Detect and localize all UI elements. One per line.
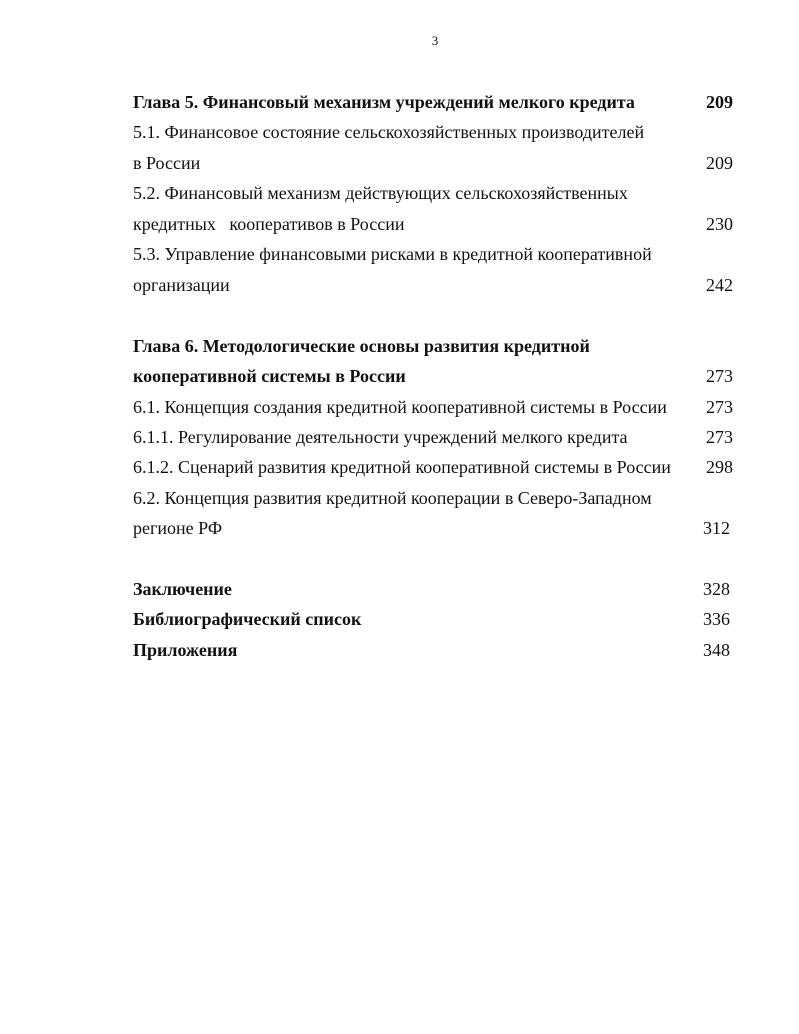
toc-section-5-1-cont bbox=[133, 150, 733, 176]
toc-section-6-2-line2: регионе РФ bbox=[133, 518, 223, 538]
toc-conclusion bbox=[133, 576, 730, 602]
toc-section-5-1-line1: 5.1. Финансовое состояние сельскохозяйственных производителей bbox=[133, 122, 645, 142]
toc-bibliography bbox=[133, 606, 730, 632]
toc-section-6-2-page: 312 bbox=[703, 518, 730, 538]
toc-section-5-2-cont bbox=[133, 211, 733, 237]
toc-section-5-3 bbox=[133, 241, 733, 267]
toc-section-5-2-page: 230 bbox=[706, 214, 733, 234]
toc-appendices bbox=[133, 637, 730, 663]
toc-chapter5-title: Глава 5. Финансовый механизм учреждений мелкого кредита bbox=[133, 92, 635, 112]
toc-section-5-3-page: 242 bbox=[706, 275, 733, 295]
toc-chapter6-cont bbox=[133, 363, 733, 389]
toc-section-5-2-line1: 5.2. Финансовый механизм действующих сельскохозяйственных bbox=[133, 183, 628, 203]
toc-appendices-title: Приложения bbox=[133, 640, 238, 660]
toc-section-6-1 bbox=[133, 394, 733, 420]
toc-section-6-2-line1: 6.2. Концепция развития кредитной кооперации в Северо-Западном bbox=[133, 488, 652, 508]
toc-section-5-3-line2: организации bbox=[133, 275, 230, 295]
toc-section-5-2 bbox=[133, 180, 733, 206]
toc-section-5-2-line2: кредитных кооперативов в России bbox=[133, 214, 405, 234]
toc-chapter5 bbox=[133, 89, 733, 115]
toc-section-5-1-line2: в России bbox=[133, 153, 201, 173]
toc-section-6-1-2-page: 298 bbox=[706, 457, 733, 477]
toc-section-6-1-1-title: 6.1.1. Регулирование деятельности учреждений мелкого кредита bbox=[133, 427, 628, 447]
toc-section-6-1-page: 273 bbox=[706, 397, 733, 417]
toc-section-6-1-2-title: 6.1.2. Сценарий развития кредитной кооперативной системы в России bbox=[133, 457, 671, 477]
toc-bibliography-title: Библиографический список bbox=[133, 609, 362, 629]
toc-chapter6-title-line1: Глава 6. Методологические основы развития кредитной bbox=[133, 336, 590, 356]
toc-bibliography-page: 336 bbox=[703, 609, 730, 629]
toc-section-6-1-1 bbox=[133, 424, 733, 450]
toc-section-6-2-cont bbox=[133, 515, 730, 541]
toc-section-6-2 bbox=[133, 485, 733, 511]
toc-chapter6-title-line2: кооперативной системы в России bbox=[133, 366, 406, 386]
toc-section-6-1-title: 6.1. Концепция создания кредитной кооперативной системы в России bbox=[133, 397, 667, 417]
toc-chapter6 bbox=[133, 333, 733, 359]
toc-section-5-1 bbox=[133, 119, 733, 145]
toc-section-5-3-cont bbox=[133, 272, 733, 298]
toc-section-5-3-line1: 5.3. Управление финансовыми рисками в кредитной кооперативной bbox=[133, 244, 652, 264]
toc-chapter5-page: 209 bbox=[706, 92, 733, 112]
toc-appendices-page: 348 bbox=[703, 640, 730, 660]
toc-section-6-1-2 bbox=[133, 454, 733, 480]
toc-conclusion-page: 328 bbox=[703, 579, 730, 599]
toc-section-5-1-page: 209 bbox=[706, 153, 733, 173]
page-number: 3 bbox=[431, 33, 439, 48]
toc-chapter6-page: 273 bbox=[706, 366, 733, 386]
toc-section-6-1-1-page: 273 bbox=[706, 427, 733, 447]
toc-conclusion-title: Заключение bbox=[133, 579, 232, 599]
